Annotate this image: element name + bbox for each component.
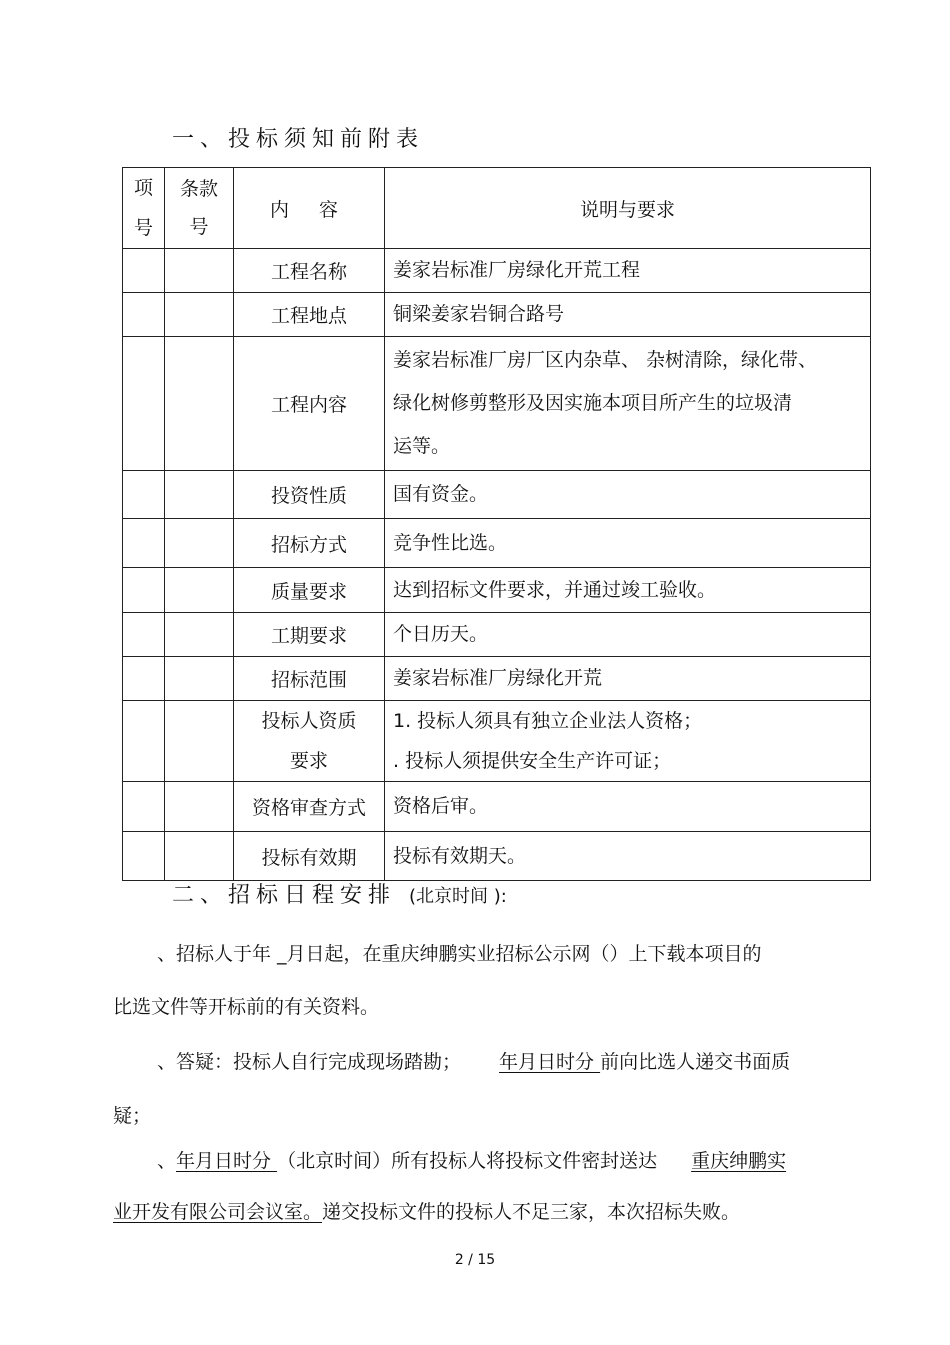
table-row [123, 782, 871, 832]
section2-title-text: 二、招标日程安排 [172, 883, 397, 908]
row-item-line: 要求 [289, 750, 328, 772]
row-item [234, 701, 385, 782]
paragraph-3-text-a: 、 [157, 1150, 177, 1172]
row-item: 资格审查方式 [234, 782, 385, 832]
row-item-line: 投标人资质 [261, 710, 357, 732]
paragraph-3-underlined-1: 年月日时分 [176, 1150, 278, 1172]
section1-title: 一、投标须知前附表 [172, 127, 425, 152]
table-row [123, 701, 871, 782]
row-desc: 资格后审。 [385, 782, 871, 832]
header-item-no-line1: 项 [133, 177, 153, 199]
paragraph-1-cont [113, 980, 873, 1034]
table-row [123, 293, 871, 337]
row-item: 招标范围 [234, 657, 385, 701]
paragraph-1 [113, 927, 873, 981]
header-item-no-line2: 号 [133, 217, 153, 239]
section2-title-note: (北京时间 ): [409, 886, 507, 907]
table-row [123, 613, 871, 657]
paragraph-2-text-b: 前向比选人递交书面质 [600, 1051, 791, 1073]
paragraph-3-cont [113, 1185, 873, 1239]
paragraph-3-text-b: （北京时间）所有投标人将投标文件密封送达 [277, 1150, 658, 1172]
table-row [123, 337, 871, 471]
row-desc [385, 701, 871, 782]
paragraph-3-underlined-2: 重庆绅鹏实 [691, 1150, 787, 1172]
header-description: 说明与要求 [385, 168, 871, 249]
row-desc: 国有资金。 [385, 471, 871, 519]
paragraph-3 [113, 1134, 873, 1188]
header-clause-no [165, 168, 234, 249]
table-row [123, 832, 871, 881]
paragraph-3-text-c: 递交投标文件的投标人不足三家，本次招标失败。 [322, 1201, 741, 1223]
table-row [123, 657, 871, 701]
table-header-row [123, 168, 871, 249]
row-item: 工期要求 [234, 613, 385, 657]
row-desc [385, 337, 871, 471]
row-item: 投标有效期 [234, 832, 385, 881]
row-desc-line: 运等。 [393, 435, 451, 457]
row-desc: 姜家岩标准厂房绿化开荒 [385, 657, 871, 701]
paragraph-1-line2: 比选文件等开标前的有关资料。 [113, 996, 380, 1018]
row-item: 工程地点 [234, 293, 385, 337]
bid-notice-table [122, 167, 871, 881]
header-content: 内容 [234, 168, 385, 249]
row-desc-line: 1. 投标人须具有独立企业法人资格； [393, 710, 703, 732]
paragraph-3-underlined-3: 业开发有限公司会议室。 [113, 1201, 323, 1223]
row-desc: 达到招标文件要求，并通过竣工验收。 [385, 568, 871, 613]
row-desc: 投标有效期天。 [385, 832, 871, 881]
row-item: 工程名称 [234, 249, 385, 293]
header-item-no [123, 168, 165, 249]
table-row [123, 568, 871, 613]
row-item: 工程内容 [234, 337, 385, 471]
paragraph-2-text-a: 、答疑：投标人自行完成现场踏勘； [157, 1051, 462, 1073]
row-desc: 竞争性比选。 [385, 519, 871, 568]
table-row [123, 471, 871, 519]
page-number: 2 / 15 [454, 1252, 496, 1268]
paragraph-2 [113, 1035, 873, 1089]
paragraph-2-line2: 疑； [113, 1105, 152, 1127]
row-desc-line: 姜家岩标准厂房厂区内杂草、 杂树清除，绿化带、 [393, 349, 818, 371]
row-item: 招标方式 [234, 519, 385, 568]
paragraph-1-line1: 、招标人于年 _月日起，在重庆绅鹏实业招标公示网（）上下载本项目的 [157, 943, 762, 965]
table-row [123, 519, 871, 568]
header-clause-no-line2: 号 [189, 216, 209, 238]
row-item: 质量要求 [234, 568, 385, 613]
row-desc: 姜家岩标准厂房绿化开荒工程 [385, 249, 871, 293]
paragraph-2-underlined: 年月日时分 [499, 1051, 601, 1073]
header-clause-no-line1: 条款 [179, 178, 218, 200]
row-desc: 个日历天。 [385, 613, 871, 657]
row-item: 投资性质 [234, 471, 385, 519]
row-desc-line: . 投标人须提供安全生产许可证； [393, 750, 672, 772]
table-row [123, 249, 871, 293]
section2-title [172, 878, 507, 909]
row-desc: 铜梁姜家岩铜合路号 [385, 293, 871, 337]
row-desc-line: 绿化树修剪整形及因实施本项目所产生的垃圾清 [393, 392, 793, 414]
